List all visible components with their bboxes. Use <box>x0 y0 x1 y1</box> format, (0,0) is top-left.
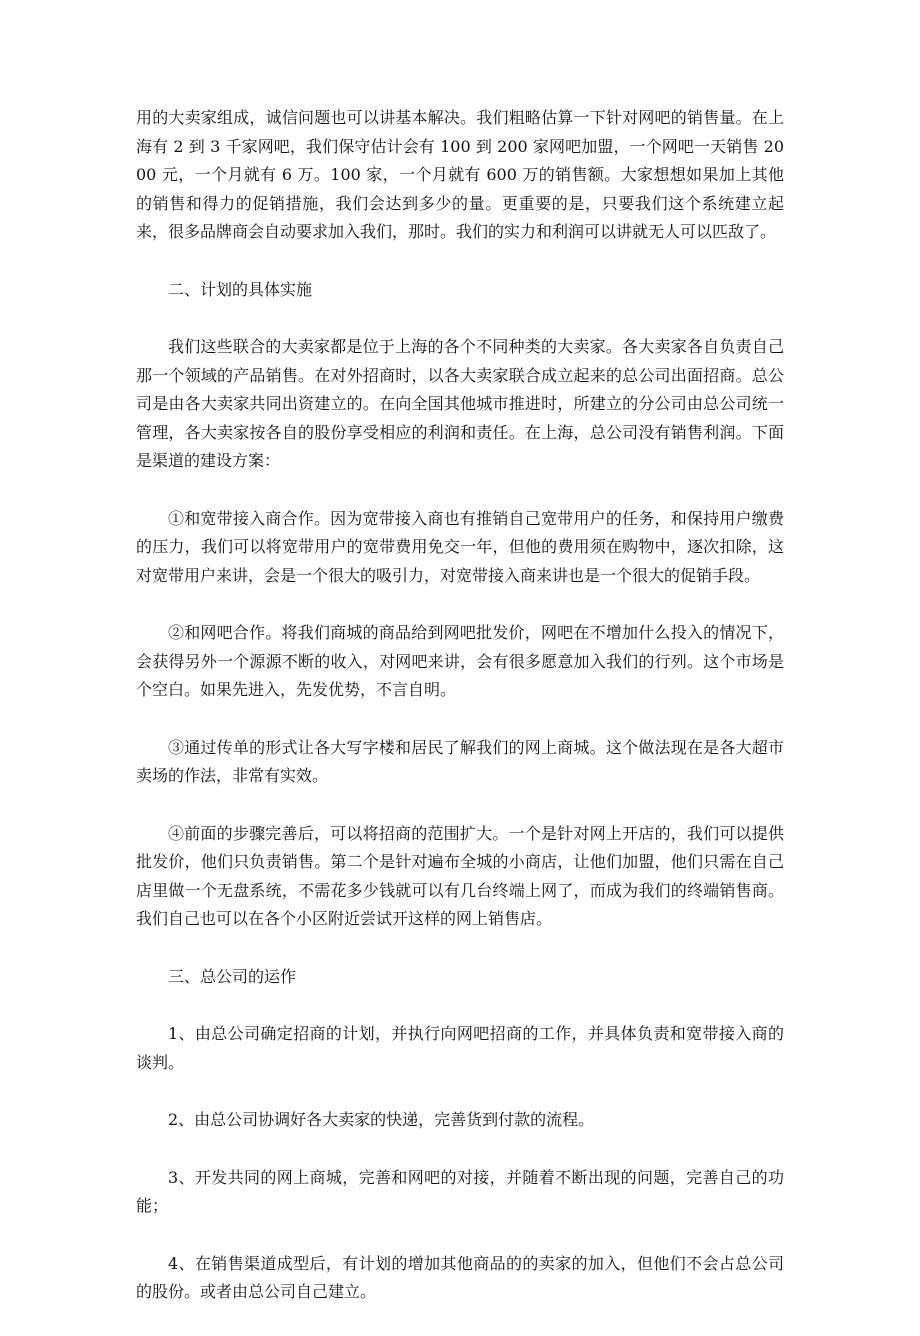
document-page <box>136 104 784 1336</box>
paragraph-alliance-overview: 我们这些联合的大卖家都是位于上海的各个不同种类的大卖家。各大卖家各自负责自己那一个领域的产品销售。在对外招商时，以各大卖家联合成立起来的总公司出面招商。总公司是由各大卖家共同出资建立的。在向全国其他城市推进时，所建立的分公司由总公司统一管理，各大卖家按各自的股份享受相应的利润和责任。在上海，总公司没有销售利润。下面是渠道的建设方案： <box>136 337 784 470</box>
paragraph-netcafe-partner: ②和网吧合作。将我们商城的商品给到网吧批发价，网吧在不增加什么投入的情况下，会获得另外一个源源不断的收入，对网吧来讲，会有很多愿意加入我们的行列。这个市场是个空白。如果先进入，先发优势，不言自明。 <box>136 623 784 699</box>
paragraph-flyer-promotion: ③通过传单的形式让各大写字楼和居民了解我们的网上商城。这个做法现在是各大超市卖场的作法，非常有实效。 <box>136 737 784 785</box>
paragraph-operation-item-1: 1、由总公司确定招商的计划，并执行向网吧招商的工作，并具体负责和宽带接入商的谈判。 <box>136 1024 784 1072</box>
paragraph-expand-recruitment: ④前面的步骤完善后，可以将招商的范围扩大。一个是针对网上开店的，我们可以提供批发价，他们只负责销售。第二个是针对遍布全城的小商店，让他们加盟，他们只需在自己店里做一个无盘系统，不需花多少钱就可以有几台终端上网了，而成为我们的终端销售商。我们自己也可以在各个小区附近尝试开这样的网上销售店。 <box>136 823 784 928</box>
section-heading-operation: 三、总公司的运作 <box>168 966 297 986</box>
paragraph-operation-item-3: 3、开发共同的网上商城，完善和网吧的对接，并随着不断出现的问题，完善自己的功能； <box>136 1167 784 1215</box>
paragraph-broadband-partner: ①和宽带接入商合作。因为宽带接入商也有推销自己宽带用户的任务，和保持用户缴费的压力，我们可以将宽带用户的宽带费用免交一年，但他的费用须在购物中，逐次扣除，这对宽带用户来讲，会是一个很大的吸引力，对宽带接入商来讲也是一个很大的促销手段。 <box>136 508 784 585</box>
paragraph-operation-item-4: 4、在销售渠道成型后，有计划的增加其他商品的的卖家的加入，但他们不会占总公司的股份。或者由总公司自己建立。 <box>136 1253 784 1301</box>
paragraph-operation-item-2: 2、由总公司协调好各大卖家的快递，完善货到付款的流程。 <box>168 1110 595 1129</box>
section-heading-implementation: 二、计划的具体实施 <box>168 279 313 299</box>
paragraph-sales-estimate: 用的大卖家组成，诚信问题也可以讲基本解决。我们粗略估算一下针对网吧的销售量。在上海有 2 到 3 千家网吧，我们保守估计会有 100 到 200 家网吧加盟，一个网吧一天销售 2000 元，一个月就有 6 万。100 家，一个月就有 600 万的销售额。大家想想如果加上其他的销售和得力的促销措施，我们会达到多少的量。更重要的是，只要我们这个系统建立起来，很多品牌商会自动要求加入我们，那时。我们的实力和利润可以讲就无人可以匹敌了。 <box>136 108 784 241</box>
